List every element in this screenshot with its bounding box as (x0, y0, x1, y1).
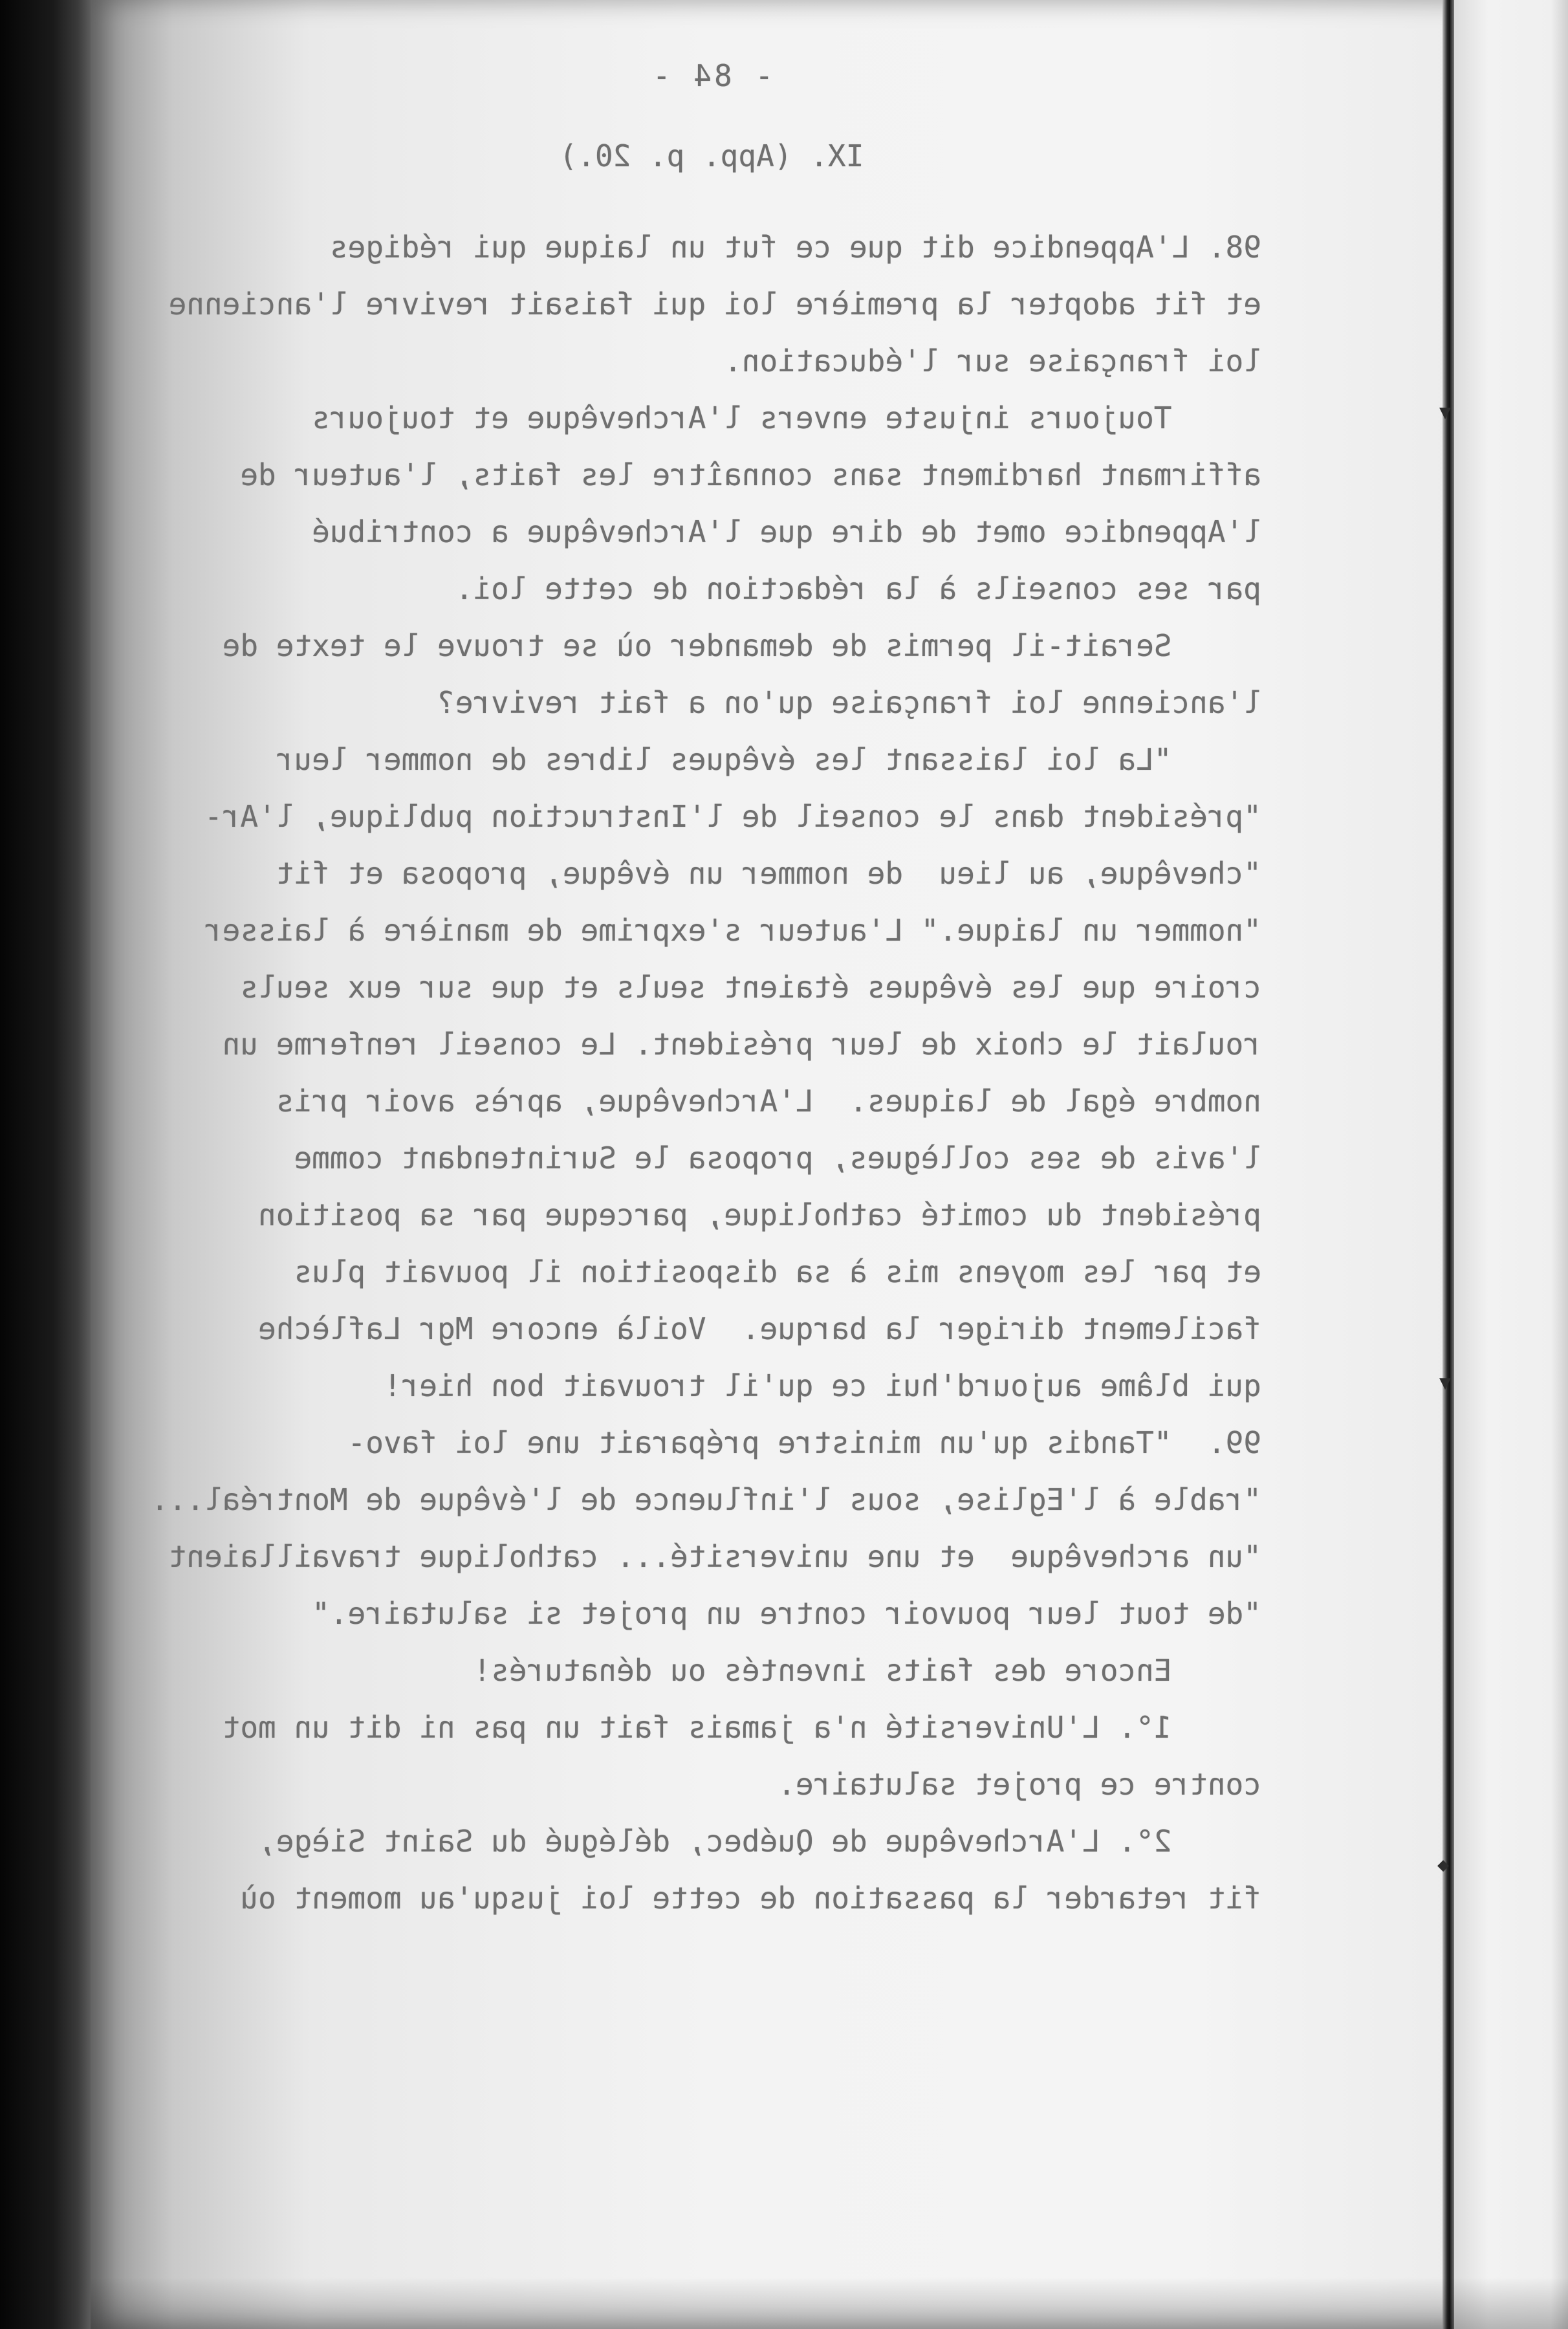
text-line: facilement diriger la barque. Voilà encore Mgr Laflèche (258, 1311, 1261, 1346)
paragraph (162, 1699, 1261, 1813)
text-line: fit retarder la passation de cette loi jusqu'au moment où (240, 1881, 1261, 1916)
text-line: "La loi laissant les évêques libres de nommer leur (276, 742, 1261, 777)
text-line: Serait-il permis de demander où se trouve le texte de (222, 628, 1261, 663)
binding-mark: ▼ (1439, 401, 1452, 424)
text-line: président du comité catholique, parceque par sa position (258, 1197, 1261, 1232)
text-line: Toujours injuste envers l'Archevêque et toujours (312, 400, 1261, 435)
page-fold (1443, 0, 1454, 2329)
text-line: roulait le choix de leur président. Le conseil renferme un (222, 1027, 1261, 1062)
text-line: et par les moyens mis à sa disposition il pouvait plus (294, 1254, 1261, 1289)
section-title: IX. (App. p. 20.) (559, 138, 864, 173)
text-line: contre ce projet salutaire. (778, 1767, 1261, 1802)
text-line: 2°. L'Archevêque de Québec, délégué du Saint Siège, (258, 1824, 1261, 1859)
adjacent-page-edge (1454, 0, 1568, 2329)
paragraph (162, 1642, 1261, 1699)
text-line: l'avis de ses collègues, proposa le Surintendant comme (294, 1141, 1261, 1175)
text-line: "chevêque, au lieu de nommer un évêque, proposa et fit (276, 856, 1261, 891)
text-line: l'Appendice omet de dire que l'Archevêque a contribué (312, 514, 1261, 549)
text-line: "rable à l'Eglise, sous l'influence de l'évêque de Montréal... (150, 1482, 1261, 1517)
text-line: "nommer un laique." L'auteur s'exprime de manière à laisser (204, 913, 1261, 948)
paragraph (162, 1813, 1261, 1927)
text-line: affirmant hardiment sans connaître les faits, l'auteur de (240, 457, 1261, 492)
text-line: croire que les évêques étaient seuls et que sur eux seuls (240, 970, 1261, 1005)
text-line: Encore des faits inventés ou dénaturés! (473, 1653, 1261, 1688)
page-number: - 84 - (649, 58, 774, 93)
text-line: loi française sur l'éducation. (724, 344, 1261, 378)
paragraph (150, 1414, 1261, 1642)
text-line: "président dans le conseil de l'Instruction publique, l'Ar- (204, 799, 1261, 834)
text-line: 99. "Tandis qu'un ministre préparait une loi favo- (347, 1425, 1261, 1460)
paragraph (162, 389, 1261, 617)
text-line: 1°. L'Université n'a jamais fait un pas ni dit un mot (222, 1710, 1261, 1745)
body-text (150, 219, 1261, 1927)
binding-mark: ▼ (1439, 1372, 1452, 1394)
text-line: "un archevêque et une université... catholique travaillaient (168, 1539, 1261, 1574)
text-line: 98. L'Appendice dit que ce fut un laique qui rédiges (329, 230, 1261, 265)
text-line: nombre égal de laiques. L'Archevêque, après avoir pris (276, 1084, 1261, 1119)
text-line: et fit adopter la première loi qui faisait revivre l'ancienne (168, 287, 1261, 322)
text-line: l'ancienne loi française qu'on a fait revivre? (437, 685, 1261, 720)
scan-bottom-shadow (91, 2277, 1568, 2329)
mirrored-text-block (150, 58, 1261, 1927)
text-line: par ses conseils à la rédaction de cette loi. (455, 571, 1261, 606)
text-line: "de tout leur pouvoir contre un projet si salutaire." (312, 1596, 1261, 1631)
paragraph (162, 731, 1261, 1414)
paragraph (162, 617, 1261, 731)
scan-left-edge (0, 0, 97, 2329)
binding-mark: ◆ (1437, 1853, 1450, 1876)
text-line: qui blâme aujourd'hui ce qu'il trouvait bon hier! (383, 1368, 1261, 1403)
paragraph (162, 219, 1261, 389)
